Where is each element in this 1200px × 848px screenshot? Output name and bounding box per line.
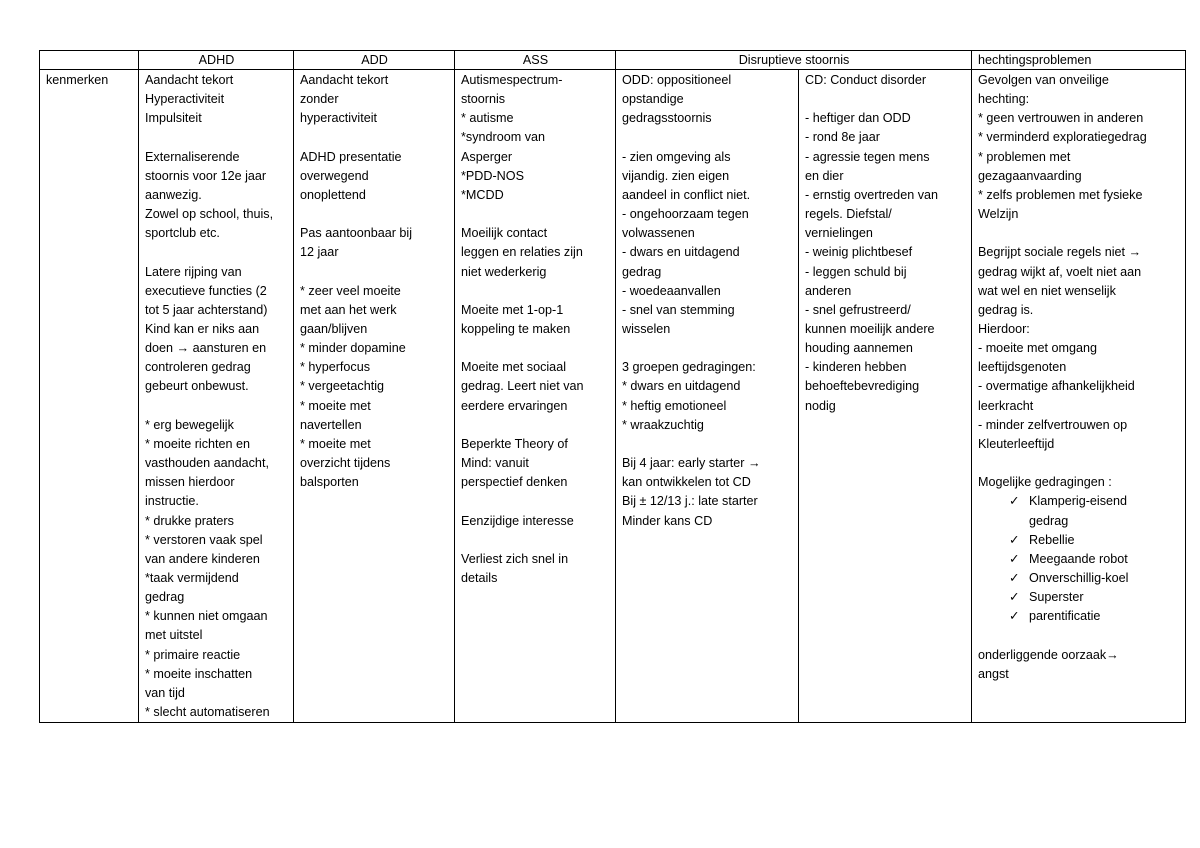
ass-line: Beperkte Theory of [461, 436, 568, 451]
row-label-kenmerken [40, 70, 139, 723]
adhd-line: Kind kan er niks aan [145, 322, 260, 336]
kenmerken-row [40, 70, 1186, 723]
add-line: * hyperfocus [300, 360, 371, 375]
add-line: * moeite met [300, 398, 371, 413]
ass-line: Moeite met 1-op-1 [461, 302, 564, 317]
add-line [300, 263, 449, 282]
adhd-line: Hyperactiviteit [145, 92, 225, 107]
adhd-line: met uitstel [145, 628, 203, 643]
cd-line: regels. Diefstal/ [805, 207, 892, 222]
hechting-intro-line: leeftijdsgenoten [978, 360, 1067, 375]
adhd-line: * erg bewegelijk [145, 417, 234, 432]
odd-line: Minder kans CD [622, 513, 713, 528]
ass-text [461, 71, 610, 588]
overview-table [39, 50, 1186, 723]
ass-line [461, 205, 610, 224]
hechting-intro-line [978, 454, 1180, 473]
hechting-intro-line: - overmatige afhankelijkheid [978, 379, 1135, 394]
odd-line: opstandige [622, 92, 684, 107]
adhd-line: van andere kinderen [145, 551, 260, 566]
checkmark-icon: ✓ [1009, 532, 1020, 547]
ass-line [461, 531, 610, 550]
ass-line: gedrag. Leert niet van [461, 379, 584, 394]
adhd-line: * slecht automatiseren [145, 705, 270, 720]
odd-line: Bij 4 jaar: early starter → [622, 456, 761, 471]
adhd-line [145, 243, 288, 262]
hechting-intro-line: Begrijpt sociale regels niet → [978, 245, 1142, 260]
odd-line: * dwars en uitdagend [622, 379, 741, 394]
hechting-intro-line [978, 224, 1180, 243]
ass-line: niet wederkerig [461, 264, 547, 279]
hechting-intro-line: * verminderd exploratiegedrag [978, 130, 1147, 145]
hechting-intro-line: Mogelijke gedragingen : [978, 475, 1112, 490]
hechting-intro-line: Kleuterleeftijd [978, 436, 1055, 451]
cd-line: - heftiger dan ODD [805, 111, 911, 126]
checklist-item-label: Klamperig-eisend [1029, 494, 1128, 509]
cd-line: - kinderen hebben [805, 360, 907, 375]
ass-line: leggen en relaties zijn [461, 245, 583, 260]
adhd-line: vasthouden aandacht, [145, 456, 269, 471]
adhd-line: *taak vermijdend [145, 571, 239, 586]
add-line [300, 128, 449, 147]
checklist-item [978, 550, 1180, 569]
cd-line: - agressie tegen mens [805, 149, 930, 164]
header-hechting: hechtingsproblemen [972, 51, 1186, 70]
odd-line: 3 groepen gedragingen: [622, 360, 756, 375]
checklist-item-label: Meegaande robot [1029, 551, 1128, 566]
odd-line: gedragsstoornis [622, 111, 712, 126]
ass-line: stoornis [461, 92, 506, 107]
hechting-outro-line: angst [978, 666, 1009, 681]
cd-line: - leggen schuld bij [805, 264, 907, 279]
add-line: hyperactiviteit [300, 111, 377, 126]
odd-line: ODD: oppositioneel [622, 73, 732, 87]
hechting-intro-line: gedrag is. [978, 302, 1034, 317]
adhd-line: stoornis voor 12e jaar [145, 168, 267, 183]
ass-line [461, 339, 610, 358]
add-line: Pas aantoonbaar bij [300, 226, 413, 241]
checklist-item-label: Superster [1029, 590, 1084, 605]
ass-line: Mind: vanuit [461, 456, 529, 471]
ass-line: details [461, 570, 498, 585]
add-line: * zeer veel moeite [300, 283, 401, 298]
ass-line: Moeilijk contact [461, 226, 548, 241]
hechting-intro-line: * problemen met [978, 149, 1071, 164]
adhd-line [145, 397, 288, 416]
adhd-line: missen hierdoor [145, 475, 235, 490]
add-line: 12 jaar [300, 245, 339, 260]
add-line: zonder [300, 92, 339, 107]
odd-line: Bij ± 12/13 j.: late starter [622, 494, 758, 509]
hechting-intro-line: * geen vertrouwen in anderen [978, 111, 1144, 126]
hechting-intro-line: gezagaanvaarding [978, 168, 1082, 183]
adhd-line: Externaliserende [145, 149, 240, 164]
add-line: * minder dopamine [300, 341, 406, 356]
row-label: kenmerken [46, 73, 109, 87]
ass-line: *PDD-NOS [461, 168, 524, 183]
adhd-line: * drukke praters [145, 513, 234, 528]
adhd-line: Aandacht tekort [145, 73, 234, 87]
ass-line [461, 416, 610, 435]
hechting-intro-line: leerkracht [978, 398, 1034, 413]
odd-line [622, 339, 793, 358]
add-line: balsporten [300, 475, 359, 490]
odd-line [622, 128, 793, 147]
cd-line: en dier [805, 168, 844, 183]
adhd-line: Zowel op school, thuis, [145, 207, 274, 222]
odd-cell [616, 70, 799, 723]
cd-line: vernielingen [805, 226, 873, 241]
ass-line: *syndroom van [461, 130, 545, 145]
add-text [300, 71, 449, 492]
add-cell [294, 70, 455, 723]
ass-line: perspectief denken [461, 475, 568, 490]
cd-line: - snel gefrustreerd/ [805, 302, 911, 317]
checklist-item-continuation: gedrag [1029, 513, 1069, 528]
checkmark-icon: ✓ [1009, 551, 1020, 566]
add-line: onoplettend [300, 187, 366, 202]
add-line: Aandacht tekort [300, 73, 389, 87]
add-line: * vergeetachtig [300, 379, 385, 394]
hechting-outro-line: onderliggende oorzaak→ [978, 647, 1119, 662]
odd-line: - snel van stemming [622, 302, 735, 317]
adhd-line: gedrag [145, 590, 185, 605]
adhd-line: executieve functies (2 [145, 283, 267, 298]
header-ass: ASS [455, 51, 616, 70]
checklist-item-label: Rebellie [1029, 532, 1075, 547]
odd-line: * heftig emotioneel [622, 398, 727, 413]
adhd-line: Latere rijping van [145, 264, 242, 279]
add-line: navertellen [300, 417, 362, 432]
checklist-item [978, 492, 1180, 511]
hechting-checklist [978, 492, 1180, 626]
ass-line: Autismespectrum- [461, 73, 563, 87]
odd-line: volwassenen [622, 226, 695, 241]
ass-line: Moeite met sociaal [461, 360, 566, 375]
adhd-line: tot 5 jaar achterstand) [145, 302, 268, 317]
odd-line: * wraakzuchtig [622, 417, 704, 432]
hechting-intro-line: * zelfs problemen met fysieke [978, 187, 1143, 202]
odd-line: wisselen [622, 322, 671, 337]
cd-text [805, 71, 966, 416]
ass-line: *MCDD [461, 187, 504, 202]
adhd-line: aanwezig. [145, 187, 202, 202]
ass-line: * autisme [461, 111, 514, 126]
adhd-cell [139, 70, 294, 723]
odd-line: - dwars en uitdagend [622, 245, 740, 260]
checklist-item [978, 531, 1180, 550]
cd-line: nodig [805, 398, 836, 413]
ass-line [461, 282, 610, 301]
header-disruptief: Disruptieve stoornis [616, 51, 972, 70]
cd-line: houding aannemen [805, 341, 913, 356]
hechting-intro-line: Gevolgen van onveilige [978, 73, 1109, 87]
adhd-line: instructie. [145, 494, 199, 509]
checkmark-icon: ✓ [1009, 609, 1020, 624]
cd-line: CD: Conduct disorder [805, 73, 927, 87]
cd-line: - rond 8e jaar [805, 130, 880, 145]
ass-line: Verliest zich snel in [461, 551, 569, 566]
adhd-line: * verstoren vaak spel [145, 532, 263, 547]
checklist-item-label: Onverschillig-koel [1029, 571, 1129, 586]
add-line: * moeite met [300, 436, 371, 451]
header-add: ADD [294, 51, 455, 70]
checklist-item [978, 607, 1180, 626]
adhd-line: doen → aansturen en [145, 341, 267, 356]
ass-line: eerdere ervaringen [461, 398, 568, 413]
ass-cell [455, 70, 616, 723]
add-line: overzicht tijdens [300, 456, 391, 471]
adhd-line: gebeurt onbewust. [145, 379, 249, 394]
adhd-line: Impulsiteit [145, 111, 202, 126]
hechting-intro-line: gedrag wijkt af, voelt niet aan [978, 264, 1142, 279]
checklist-item-label: parentificatie [1029, 609, 1101, 624]
add-line: overwegend [300, 168, 369, 183]
adhd-line: van tijd [145, 685, 185, 700]
adhd-line: controleren gedrag [145, 360, 251, 375]
odd-line: - zien omgeving als [622, 149, 731, 164]
adhd-line: * moeite richten en [145, 436, 251, 451]
odd-line: aandeel in conflict niet. [622, 187, 751, 202]
header-row [40, 51, 1186, 70]
header-adhd: ADHD [139, 51, 294, 70]
hechting-intro-line: - minder zelfvertrouwen op [978, 417, 1128, 432]
checkmark-icon: ✓ [1009, 571, 1020, 586]
cd-line [805, 90, 966, 109]
checkmark-icon: ✓ [1009, 494, 1020, 509]
ass-line: Eenzijdige interesse [461, 513, 574, 528]
hechting-outro-text [978, 627, 1180, 684]
add-line [300, 205, 449, 224]
hechting-cell [972, 70, 1186, 723]
hechting-intro-line: hechting: [978, 92, 1030, 107]
cd-line: - ernstig overtreden van [805, 187, 939, 202]
cd-line: kunnen moeilijk andere [805, 322, 935, 337]
hechting-intro-line: - moeite met omgang [978, 341, 1097, 356]
add-line: gaan/blijven [300, 321, 368, 336]
odd-line: - ongehoorzaam tegen [622, 207, 749, 222]
header-empty-cell [40, 51, 139, 70]
odd-text [622, 71, 793, 531]
hechting-outro-line [978, 627, 1180, 646]
hechting-intro-line: wat wel en niet wenselijk [978, 283, 1116, 298]
adhd-line: * moeite inschatten [145, 666, 253, 681]
cd-line: anderen [805, 283, 852, 298]
hechting-intro-text [978, 71, 1180, 492]
ass-line: koppeling te maken [461, 322, 571, 336]
odd-line: gedrag [622, 264, 662, 279]
odd-line: - woedeaanvallen [622, 283, 721, 298]
cd-line: behoeftebevrediging [805, 379, 920, 394]
adhd-text [145, 71, 288, 722]
adhd-line: sportclub etc. [145, 226, 220, 241]
odd-line: kan ontwikkelen tot CD [622, 475, 751, 490]
add-line: ADHD presentatie [300, 149, 402, 164]
odd-line [622, 435, 793, 454]
checklist-item [978, 569, 1180, 588]
ass-line: Asperger [461, 149, 513, 164]
adhd-line: * kunnen niet omgaan [145, 609, 268, 624]
adhd-line: * primaire reactie [145, 647, 241, 662]
odd-line: vijandig. zien eigen [622, 168, 730, 183]
adhd-line [145, 128, 288, 147]
add-line: met aan het werk [300, 302, 397, 317]
ass-line [461, 492, 610, 511]
checkmark-icon: ✓ [1009, 590, 1020, 605]
cd-cell [799, 70, 972, 723]
hechting-intro-line: Hierdoor: [978, 322, 1030, 337]
checklist-item [978, 588, 1180, 607]
cd-line: - weinig plichtbesef [805, 245, 913, 260]
hechting-intro-line: Welzijn [978, 207, 1019, 222]
